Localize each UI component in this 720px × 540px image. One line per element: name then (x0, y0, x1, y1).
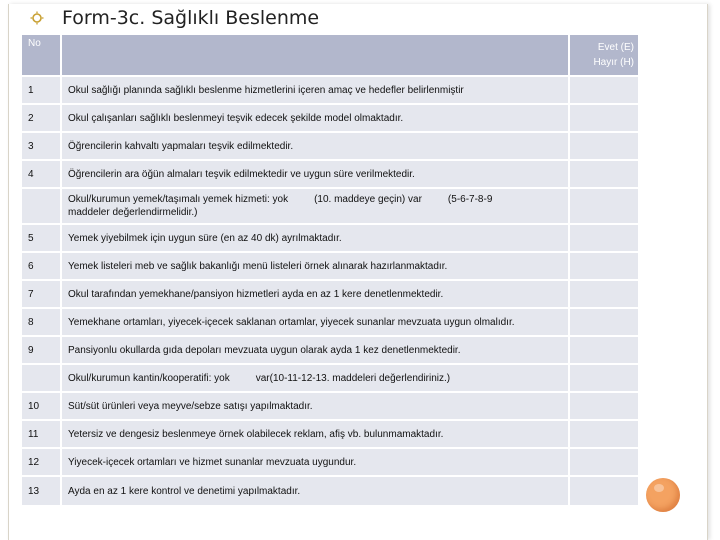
table-row (22, 225, 638, 251)
answer-cell[interactable] (570, 421, 638, 447)
answer-cell[interactable] (570, 337, 638, 363)
answer-cell[interactable] (570, 309, 638, 335)
section-part: (10. maddeye geçin) var (314, 194, 422, 205)
row-number: 7 (22, 281, 60, 307)
answer-cell[interactable] (570, 281, 638, 307)
row-number: 12 (22, 449, 60, 475)
row-question: Pansiyonlu okullarda gıda depoları mevzuata uygun olarak ayda 1 kez denetlenmektedir. (62, 337, 568, 363)
answer-cell (570, 189, 638, 223)
row-number (22, 189, 60, 223)
row-number: 1 (22, 77, 60, 103)
section-part: (5-6-7-8-9 (447, 194, 493, 205)
answer-cell[interactable] (570, 253, 638, 279)
answer-cell[interactable] (570, 133, 638, 159)
answer-cell[interactable] (570, 449, 638, 475)
table-row (22, 393, 638, 419)
row-number: 10 (22, 393, 60, 419)
sun-bullet-icon (30, 11, 44, 25)
table-row (22, 77, 638, 103)
answer-cell[interactable] (570, 161, 638, 187)
form-table (20, 33, 640, 507)
row-question: Yiyecek-içecek ortamları ve hizmet sunanlar mevzuata uygundur. (62, 449, 568, 475)
table-row (22, 449, 638, 475)
answer-cell[interactable] (570, 477, 638, 505)
table-row (22, 281, 638, 307)
answer-cell (570, 365, 638, 391)
row-question: Süt/süt ürünleri veya meyve/sebze satışı yapılmaktadır. (62, 393, 568, 419)
answer-cell[interactable] (570, 77, 638, 103)
row-question: Okul sağlığı planında sağlıklı beslenme hizmetlerini içeren amaç ve hedefler belirlenmiştir (62, 77, 568, 103)
row-question: Yemekhane ortamları, yiyecek-içecek saklanan ortamlar, yiyecek sunanlar mevzuata uygun olmalıdır. (62, 309, 568, 335)
row-number: 13 (22, 477, 60, 505)
section-question (62, 365, 568, 391)
row-number: 5 (22, 225, 60, 251)
orange-circle-icon (646, 478, 680, 512)
section-part: var(10-11-12-13. maddeleri değerlendiriniz.) (255, 372, 451, 384)
row-number: 4 (22, 161, 60, 187)
row-question: Yetersiz ve dengesiz beslenmeye örnek olabilecek reklam, afiş vb. bulunmamaktadır. (62, 421, 568, 447)
row-number: 9 (22, 337, 60, 363)
table-row (22, 161, 638, 187)
row-number: 11 (22, 421, 60, 447)
row-question: Okul çalışanları sağlıklı beslenmeyi teşvik edecek şekilde model olmaktadır. (62, 105, 568, 131)
section-part: maddeler değerlendirmelidir.) (68, 207, 198, 218)
row-number: 2 (22, 105, 60, 131)
header-question (62, 35, 568, 75)
header-answer-no: Hayır (H) (593, 57, 634, 68)
answer-cell[interactable] (570, 225, 638, 251)
answer-cell[interactable] (570, 105, 638, 131)
row-number: 3 (22, 133, 60, 159)
table-row (22, 421, 638, 447)
table-row (22, 337, 638, 363)
row-question: Öğrencilerin ara öğün almaları teşvik edilmektedir ve uygun süre verilmektedir. (62, 161, 568, 187)
section-part: Okul/kurumun yemek/taşımalı yemek hizmeti: yok (68, 194, 289, 205)
section-row (22, 365, 638, 391)
page-title: Form-3c. Sağlıklı Beslenme (62, 7, 320, 29)
table-header (22, 35, 638, 75)
table-row (22, 253, 638, 279)
row-number: 8 (22, 309, 60, 335)
header-answer (570, 35, 638, 75)
table-row (22, 309, 638, 335)
row-question: Yemek listeleri meb ve sağlık bakanlığı menü listeleri örnek alınarak hazırlanmaktadır. (62, 253, 568, 279)
table-row (22, 477, 638, 505)
section-part: Okul/kurumun kantin/kooperatifi: yok (68, 372, 230, 384)
row-question: Yemek yiyebilmek için uygun süre (en az 40 dk) ayrılmaktadır. (62, 225, 568, 251)
row-number: 6 (22, 253, 60, 279)
row-question: Ayda en az 1 kere kontrol ve denetimi yapılmaktadır. (62, 477, 568, 505)
section-question (62, 189, 568, 223)
table-row (22, 133, 638, 159)
title-row (30, 6, 319, 30)
row-question: Okul tarafından yemekhane/pansiyon hizmetleri ayda en az 1 kere denetlenmektedir. (62, 281, 568, 307)
section-row (22, 189, 638, 223)
table-row (22, 105, 638, 131)
header-no: No (22, 35, 60, 75)
answer-cell[interactable] (570, 393, 638, 419)
header-answer-yes: Evet (E) (597, 42, 634, 53)
row-number (22, 365, 60, 391)
row-question: Öğrencilerin kahvaltı yapmaları teşvik edilmektedir. (62, 133, 568, 159)
